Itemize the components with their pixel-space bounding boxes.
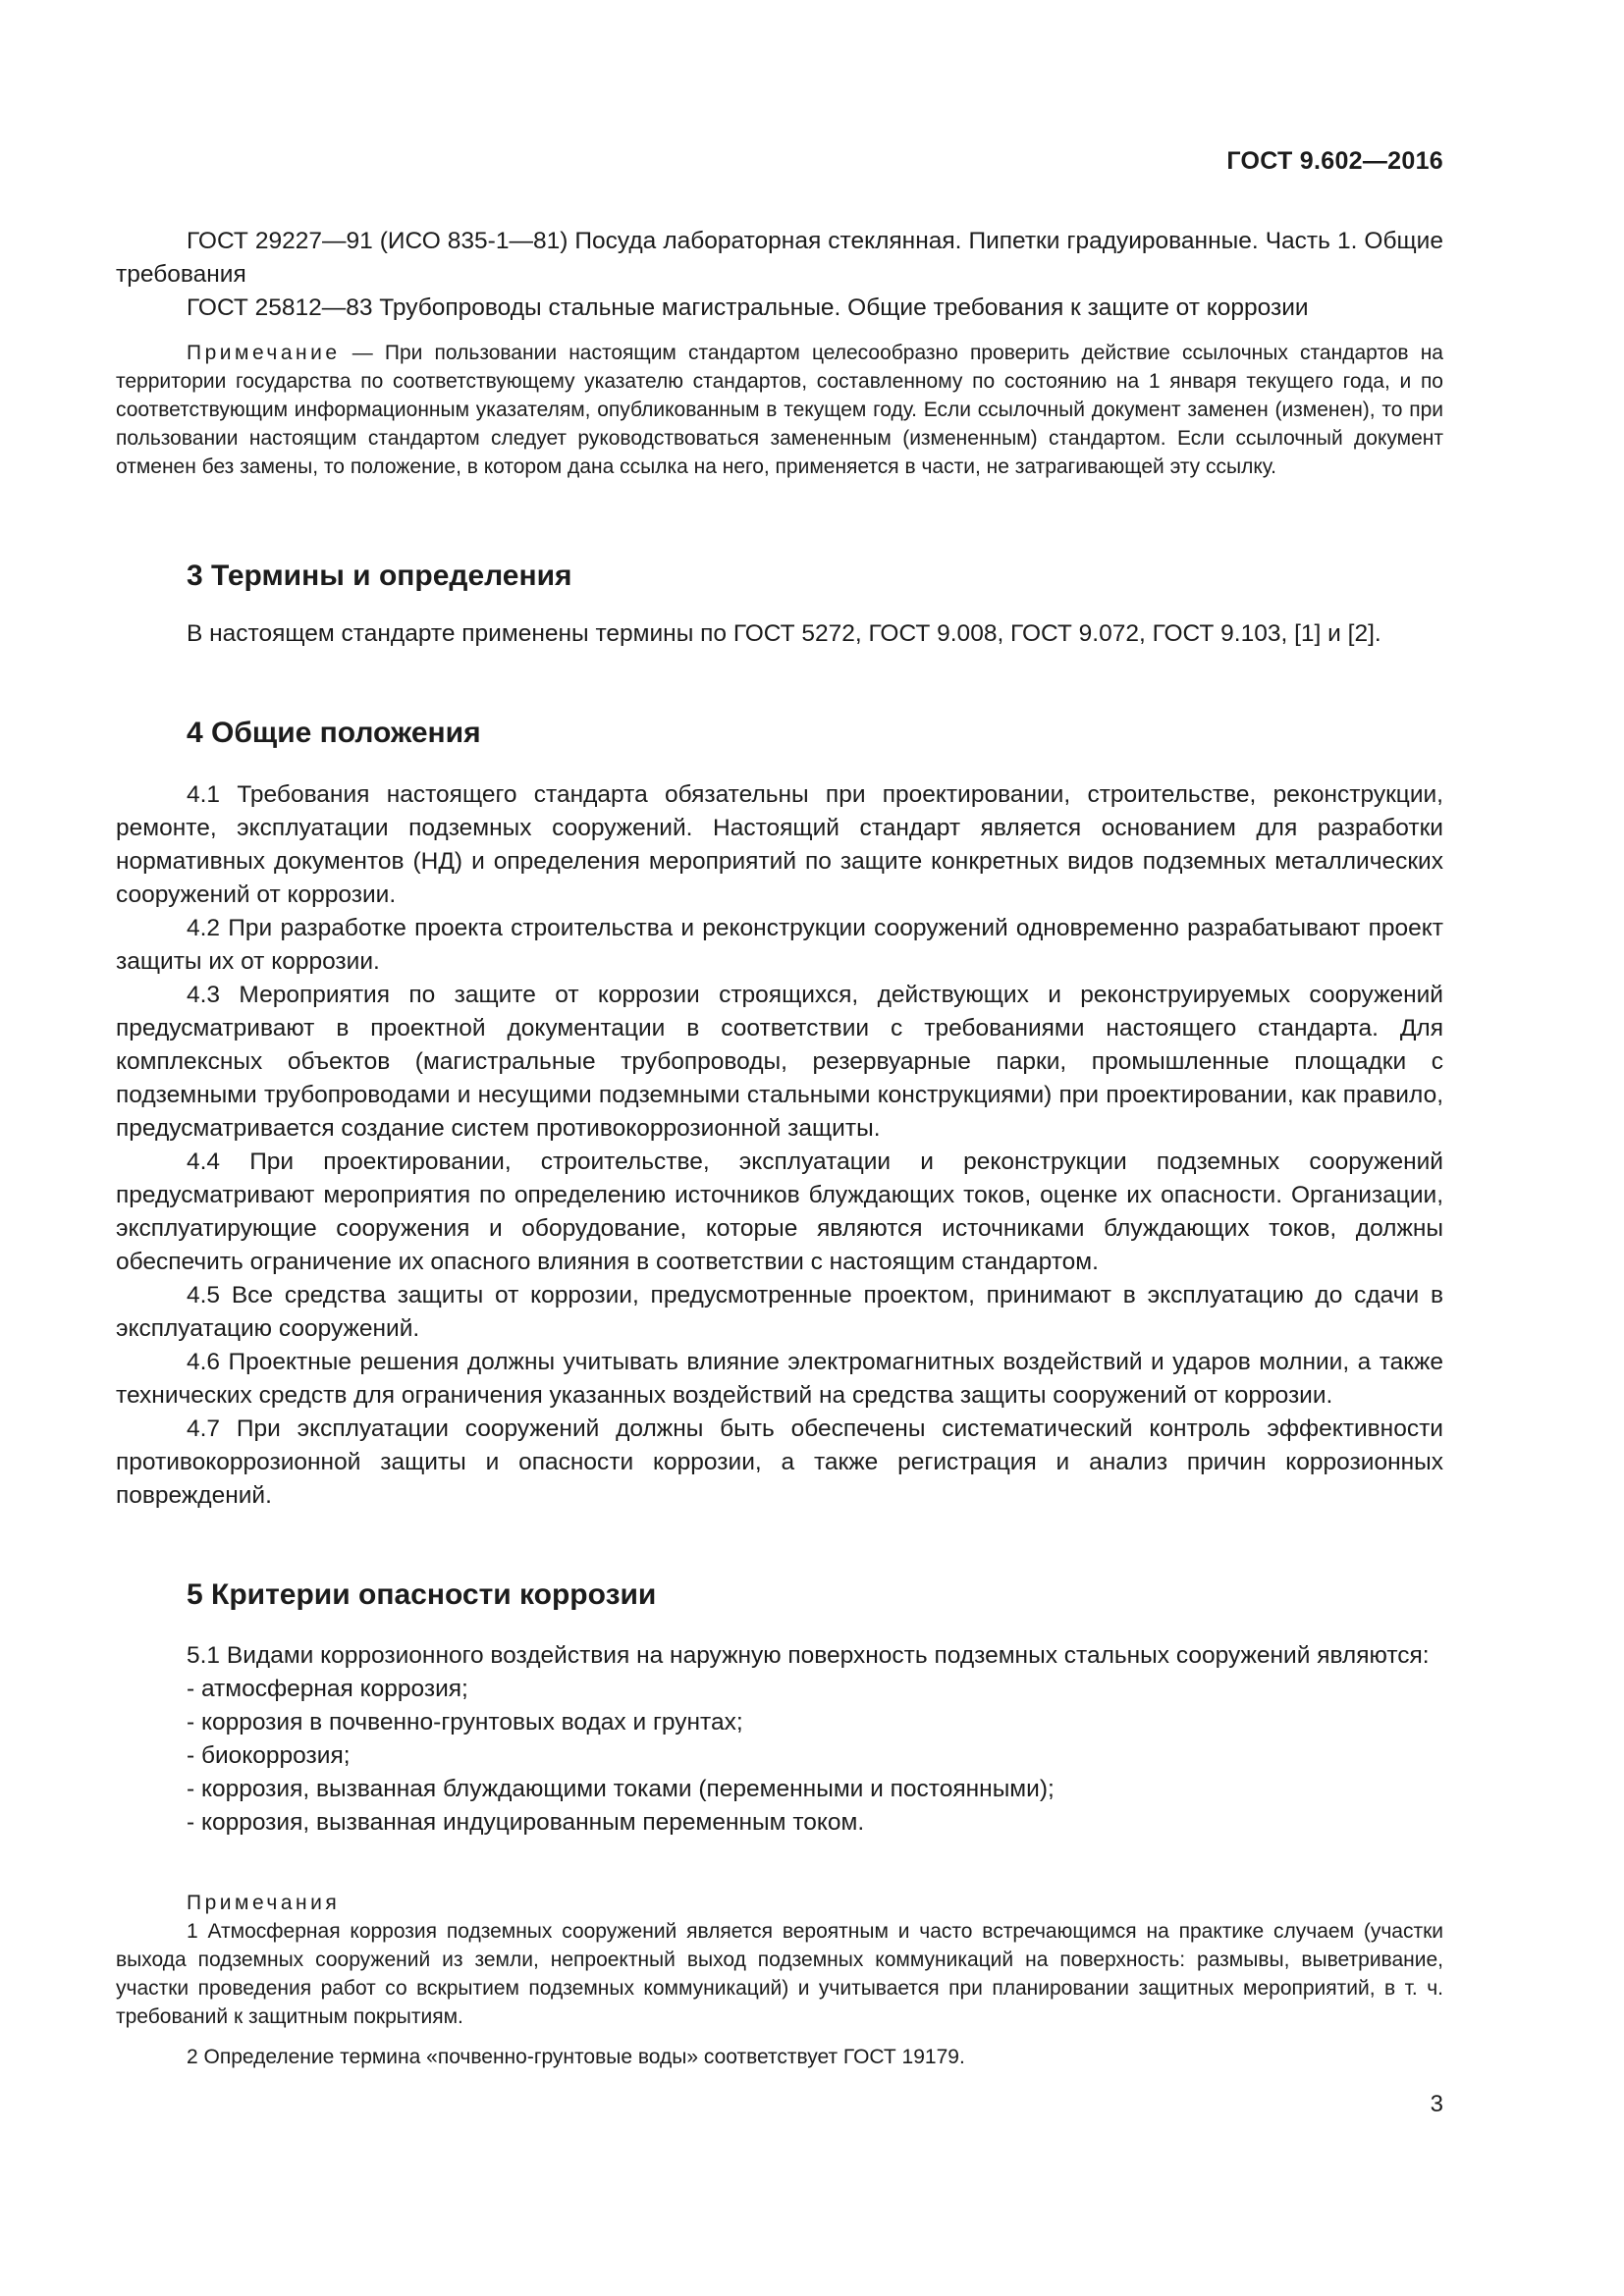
paragraph-4-3: 4.3 Мероприятия по защите от коррозии строящихся, действующих и реконструируемых сооружений предусматривают в проектной документации в соответствии с требованиями настоящего стандарта. Для комплексных объектов (магистральные трубопроводы, резервуарные парки, промышленные площадки с подземными трубопроводами и несущими подземными стальными конструкциями) при проектировании, как правило, предусматривается создание систем противокоррозионной защиты. bbox=[116, 982, 1443, 1142]
list-item: - коррозия в почвенно-грунтовых водах и грунтах; bbox=[187, 1709, 743, 1735]
list-item: - коррозия, вызванная блуждающими токами (переменными и постоянными); bbox=[187, 1776, 1055, 1802]
section-body-criteria bbox=[116, 1639, 1443, 1840]
paragraph-4-5: 4.5 Все средства защиты от коррозии, предусмотренные проектом, принимают в эксплуатацию до сдачи в эксплуатацию сооружений. bbox=[116, 1282, 1443, 1342]
list-item: - биокоррозия; bbox=[187, 1742, 351, 1769]
note-item: 2 Определение термина «почвенно-грунтовые воды» соответствует ГОСТ 19179. bbox=[187, 2046, 965, 2068]
references-note bbox=[116, 339, 1443, 481]
section5-notes bbox=[116, 1889, 1443, 2071]
paragraph-4-2: 4.2 При разработке проекта строительства и реконструкции сооружений одновременно разрабатывают проект защиты их от коррозии. bbox=[116, 915, 1443, 975]
section-title-criteria: 5 Критерии опасности коррозии bbox=[187, 1578, 657, 1611]
paragraph: В настоящем стандарте применены термины по ГОСТ 5272, ГОСТ 9.008, ГОСТ 9.072, ГОСТ 9.103, [1] и [2]. bbox=[187, 620, 1381, 647]
section-body-terms bbox=[116, 617, 1443, 651]
paragraph-5-1: 5.1 Видами коррозионного воздействия на наружную поверхность подземных стальных сооружений являются: bbox=[187, 1642, 1430, 1669]
corrosion-types-list bbox=[116, 1673, 1443, 1840]
paragraph-4-4: 4.4 При проектировании, строительстве, эксплуатации и реконструкции подземных сооружений предусматривают мероприятия по определению источников блуждающих токов, оценке их опасности. Организации, эксплуатирующие сооружения и оборудование, которые являются источниками блуждающих токов, должны обеспечить ограничение их опасного влияния в соответствии с настоящим стандартом. bbox=[116, 1148, 1443, 1275]
section-body-general bbox=[116, 778, 1443, 1513]
note-label: Примечание bbox=[187, 342, 341, 364]
list-item: - коррозия, вызванная индуцированным переменным током. bbox=[187, 1809, 865, 1836]
note-text: — При пользовании настоящим стандартом целесообразно проверить действие ссылочных стандартов на территории государства по соответствующему указателю стандартов, составленному по состоянию на 1 января текущего года, и по соответствующим информационным указателям, опубликованным в текущем году. Если ссылочный документ заменен (изменен), то при пользовании настоящим стандартом следует руководствоваться замененным (измененным) стандартом. Если ссылочный документ отменен без замены, то положение, в котором дана ссылка на него, применяется в части, не затрагивающей эту ссылку. bbox=[116, 342, 1443, 478]
reference-item: ГОСТ 29227—91 (ИСО 835-1—81) Посуда лабораторная стеклянная. Пипетки градуированные. Часть 1. Общие требования bbox=[116, 228, 1443, 288]
section-title-general: 4 Общие положения bbox=[187, 717, 481, 749]
paragraph-4-7: 4.7 При эксплуатации сооружений должны быть обеспечены систематический контроль эффективности противокоррозионной защиты и опасности коррозии, а также регистрация и анализ причин коррозионных повреждений. bbox=[116, 1415, 1443, 1509]
notes-label: Примечания bbox=[187, 1892, 341, 1914]
list-item: - атмосферная коррозия; bbox=[187, 1676, 468, 1702]
note-item: 1 Атмосферная коррозия подземных сооружений является вероятным и часто встречающимся на практике случаем (участки выхода подземных сооружений из земли, непроектный выход подземных коммуникаций на поверхность: размывы, выветривание, участки проведения работ со вскрытием подземных коммуникаций) и учитывается при планировании защитных мероприятий, в т. ч. требований к защитным покрытиям. bbox=[116, 1920, 1443, 2028]
page-number: 3 bbox=[1430, 2091, 1443, 2117]
paragraph-4-6: 4.6 Проектные решения должны учитывать влияние электромагнитных воздействий и ударов молнии, а также технических средств для ограничения указанных воздействий на средства защиты сооружений от коррозии. bbox=[116, 1349, 1443, 1409]
document-page bbox=[116, 0, 1443, 2296]
normative-references bbox=[116, 225, 1443, 325]
document-code: ГОСТ 9.602—2016 bbox=[1226, 147, 1443, 175]
section-title-terms: 3 Термины и определения bbox=[187, 560, 572, 592]
reference-item: ГОСТ 25812—83 Трубопроводы стальные магистральные. Общие требования к защите от коррозии bbox=[187, 294, 1309, 321]
paragraph-4-1: 4.1 Требования настоящего стандарта обязательны при проектировании, строительстве, реконструкции, ремонте, эксплуатации подземных сооружений. Настоящий стандарт является основанием для разработки нормативных документов (НД) и определения мероприятий по защите конкретных видов подземных металлических сооружений от коррозии. bbox=[116, 781, 1443, 908]
